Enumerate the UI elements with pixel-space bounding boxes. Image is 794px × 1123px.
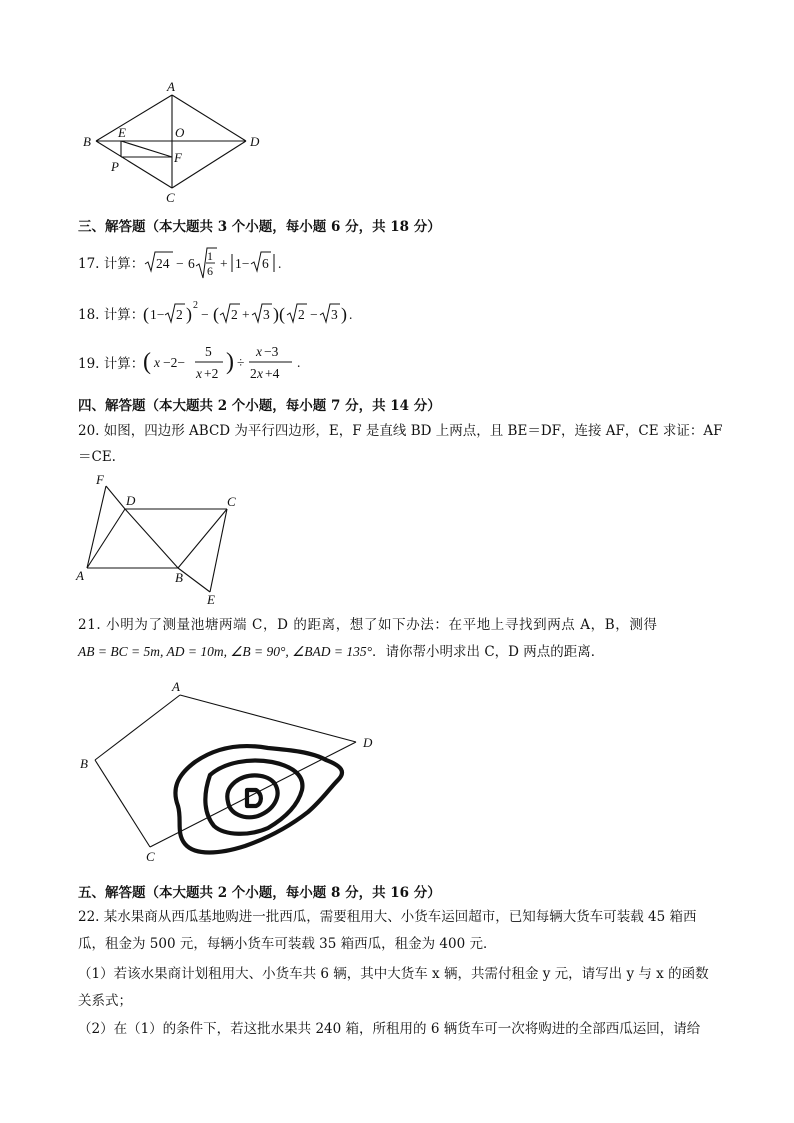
svg-text:3: 3 (331, 307, 338, 322)
svg-text:x: x (196, 366, 202, 381)
q21-label-B: B (80, 756, 88, 771)
q21-question: ．请你帮小明求出 C，D 两点的距离． (372, 644, 605, 660)
svg-text:2: 2 (298, 307, 305, 322)
svg-text:): ) (341, 304, 347, 324)
q21-label-D: D (363, 735, 373, 750)
label-E: E (118, 125, 126, 140)
svg-text:÷: ÷ (237, 355, 245, 370)
svg-text:1−: 1− (235, 256, 250, 271)
label-D: D (250, 134, 260, 149)
svg-text:+: + (220, 256, 228, 271)
q21-line-1: 21. 小明为了测量池塘两端 C，D 的距离，想了如下办法：在平地上寻找到两点 A，B，测得 (78, 617, 658, 633)
svg-text:2: 2 (176, 307, 183, 322)
svg-text:3: 3 (263, 307, 270, 322)
svg-text:+: + (242, 307, 250, 322)
q20-label-F: F (96, 472, 104, 487)
svg-text:.: . (349, 307, 353, 322)
svg-text:6: 6 (207, 264, 213, 278)
q20-line-1: 20. 如图，四边形 ABCD 为平行四边形，E，F 是直线 BD 上两点，且 BE＝DF，连接 AF，CE 求证：AF (78, 423, 723, 439)
svg-text:6: 6 (262, 256, 269, 271)
svg-text:6: 6 (188, 256, 195, 271)
svg-text:2: 2 (231, 307, 238, 322)
svg-text:24: 24 (156, 256, 170, 271)
q18-prefix: 18. 计算： (78, 307, 145, 323)
q21-label-A: A (172, 679, 180, 694)
q22-line-2: 瓜，租金为 500 元，每辆小货车可装载 35 箱西瓜，租金为 400 元． (78, 936, 497, 952)
svg-text:x: x (154, 355, 160, 370)
q19-prefix: 19. 计算： (78, 356, 145, 372)
q20-label-B: B (175, 570, 183, 585)
svg-text:2: 2 (250, 366, 257, 381)
svg-text:.: . (297, 355, 301, 370)
q20-label-E: E (207, 592, 215, 607)
svg-text:): ) (186, 304, 192, 324)
svg-text:+4: +4 (265, 366, 280, 381)
section-3-heading: 三、解答题（本大题共 3 个小题，每小题 6 分，共 18 分） (78, 219, 441, 235)
label-A: A (167, 79, 175, 94)
label-B: B (83, 134, 91, 149)
q21-given: AB = BC = 5m, AD = 10m, ∠B = 90°, ∠BAD = 135° (78, 644, 373, 659)
svg-text:2: 2 (193, 300, 198, 311)
label-C: C (166, 190, 175, 205)
svg-text:): ) (226, 349, 234, 375)
q20-line-2: ＝CE. (78, 449, 116, 465)
section-5-heading: 五、解答题（本大题共 2 个小题，每小题 8 分，共 16 分） (78, 885, 441, 901)
section-4-heading: 四、解答题（本大题共 2 个小题，每小题 7 分，共 14 分） (78, 398, 441, 414)
q20-label-C: C (227, 494, 236, 509)
svg-text:1−: 1− (150, 307, 165, 322)
q22-line-1: 22. 某水果商从西瓜基地购进一批西瓜，需要租用大、小货车运回超市，已知每辆大货车可装载 45 箱西 (78, 909, 697, 925)
svg-text:(: ( (143, 304, 149, 324)
svg-text:5: 5 (205, 344, 212, 359)
label-O: O (175, 125, 185, 140)
svg-text:+2: +2 (204, 366, 219, 381)
q22-part2-line-1: （2）在（1）的条件下，若这批水果共 240 箱，所租用的 6 辆货车可一次将购进的全部西瓜运回，请给 (78, 1021, 701, 1037)
q17-prefix: 17. 计算： (78, 256, 145, 272)
q22-part1-line-2: 关系式； (78, 993, 132, 1009)
q22-part1-line-1: （1）若该水果商计划租用大、小货车共 6 辆，其中大货车 x 辆，共需付租金 y 元，请写出 y 与 x 的函数 (78, 966, 709, 982)
svg-text:)(: )( (273, 304, 285, 324)
svg-text:x: x (256, 344, 262, 359)
q20-label-D: D (126, 493, 136, 508)
svg-text:x: x (257, 366, 263, 381)
svg-text:−: − (176, 256, 184, 271)
svg-text:1: 1 (207, 249, 213, 263)
q20-label-A: A (76, 568, 84, 583)
svg-text:−2−: −2− (163, 355, 185, 370)
svg-text:.: . (278, 256, 282, 271)
svg-text:−: − (201, 307, 209, 322)
svg-text:−3: −3 (264, 344, 279, 359)
label-P: P (111, 159, 119, 174)
svg-text:−: − (310, 307, 318, 322)
label-F: F (174, 150, 182, 165)
svg-text:(: ( (143, 349, 151, 375)
q21-label-C: C (146, 849, 155, 864)
svg-text:(: ( (213, 304, 219, 324)
